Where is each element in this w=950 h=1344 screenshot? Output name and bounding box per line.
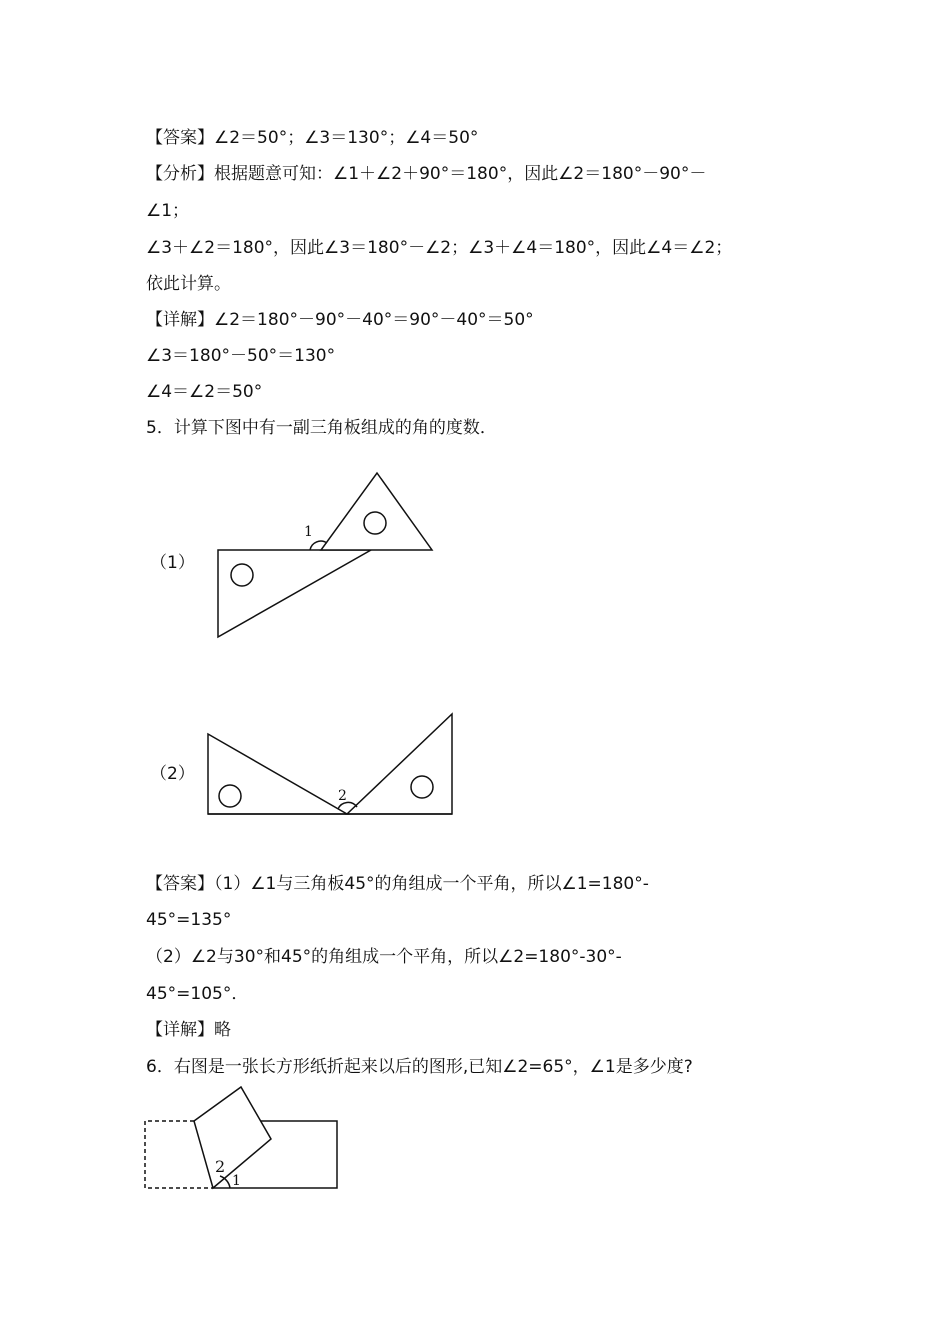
- q4-analysis-line-4: 依此计算。: [146, 274, 231, 294]
- q5-figure-1-label: （1）: [150, 553, 195, 573]
- q5-figure-2: [195, 705, 465, 825]
- angle-2-label: 2: [338, 788, 347, 804]
- q4-analysis-line-3: ∠3＋∠2＝180°，因此∠3＝180°－∠2；∠3＋∠4＝180°，因此∠4＝∠2；: [146, 238, 733, 258]
- q5-figure-2-label: （2）: [150, 764, 195, 784]
- q5-answer-line-1: 【答案】（1）∠1与三角板45°的角组成一个平角，所以∠1=180°-: [146, 874, 649, 894]
- set-square-30-60: [218, 550, 371, 637]
- angle-2-label: 2: [215, 1157, 226, 1176]
- angle-1-label: 1: [304, 524, 313, 540]
- q4-detail-line-3: ∠4＝∠2＝50°: [146, 382, 263, 402]
- q5-detail: 【详解】略: [146, 1020, 231, 1040]
- q5-answer-line-2: 45°=135°: [146, 910, 232, 930]
- set-square-45: [347, 714, 452, 814]
- q4-detail-line-1: 【详解】∠2＝180°－90°－40°＝90°－40°＝50°: [146, 310, 534, 330]
- q5-question: 5．计算下图中有一副三角板组成的角的度数．: [146, 418, 497, 438]
- q4-analysis-line-1: 【分析】根据题意可知：∠1＋∠2＋90°＝180°，因此∠2＝180°－90°－: [146, 164, 707, 184]
- q4-analysis-line-2: ∠1；: [146, 201, 190, 221]
- set-square-30-60: [208, 734, 347, 814]
- q5-answer-line-3: （2）∠2与30°和45°的角组成一个平角，所以∠2=180°-30°-: [146, 947, 622, 967]
- q5-answer-line-4: 45°=105°．: [146, 984, 249, 1004]
- q5-figure-1: [200, 460, 450, 650]
- angle-1-label: 1: [232, 1173, 241, 1189]
- q6-question: 6．右图是一张长方形纸折起来以后的图形,已知∠2=65°，∠1是多少度?: [146, 1057, 693, 1077]
- q4-detail-line-2: ∠3＝180°－50°＝130°: [146, 346, 336, 366]
- q6-figure: [140, 1082, 350, 1197]
- q4-answer: 【答案】∠2＝50°；∠3＝130°；∠4＝50°: [146, 128, 479, 148]
